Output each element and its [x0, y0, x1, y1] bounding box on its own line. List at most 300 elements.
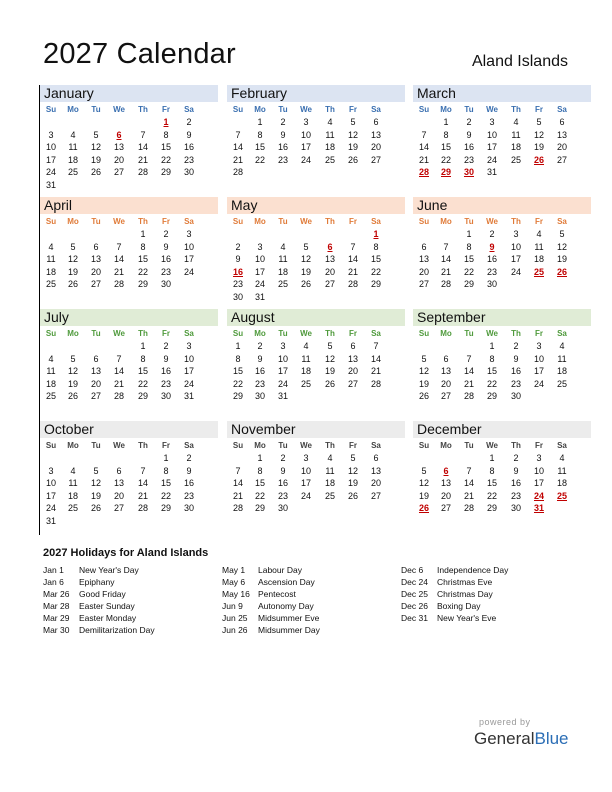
- day-cell: 9: [235, 254, 241, 264]
- day-cell: 29: [486, 391, 497, 401]
- day-cell: 11: [325, 465, 335, 476]
- day-cell: 18: [510, 142, 521, 152]
- day-cell: 21: [232, 490, 243, 501]
- day-cell: 14: [418, 142, 429, 152]
- weekday-label: Th: [325, 105, 335, 114]
- day-cell: 21: [370, 366, 381, 376]
- holiday-day-cell: 26: [556, 266, 567, 277]
- day-cell: 20: [90, 378, 101, 389]
- day-cell: 31: [183, 391, 194, 401]
- day-cell: 4: [48, 353, 54, 364]
- day-cell: 19: [90, 490, 101, 501]
- weekday-label: We: [300, 329, 312, 338]
- day-cell: 22: [440, 154, 451, 165]
- weekday-label: Tu: [464, 217, 474, 226]
- day-cell: 18: [45, 266, 56, 277]
- holiday-name: Easter Sunday: [79, 601, 135, 611]
- weekday-label: We: [113, 441, 125, 450]
- day-cell: 28: [463, 391, 474, 401]
- day-cell: 16: [463, 142, 474, 152]
- day-cell: 6: [421, 241, 427, 252]
- day-cell: 20: [347, 366, 358, 376]
- day-cell: 11: [534, 241, 544, 252]
- day-cell: 2: [513, 341, 519, 351]
- month-june: [413, 197, 591, 309]
- month-july: [40, 309, 218, 421]
- day-cell: 7: [421, 129, 427, 140]
- weekday-label: Mo: [440, 217, 452, 226]
- holiday-day-cell: 1: [163, 117, 169, 127]
- weekday-label: Tu: [278, 105, 288, 114]
- day-cell: 3: [489, 117, 495, 127]
- holiday-date: Dec 31: [401, 613, 428, 623]
- day-cell: 3: [536, 341, 542, 351]
- day-cell: 4: [280, 241, 286, 252]
- day-cell: 8: [235, 353, 241, 364]
- holiday-day-cell: 30: [463, 167, 474, 177]
- day-cell: 31: [486, 167, 497, 177]
- month-header: [227, 197, 405, 214]
- day-cell: 18: [67, 490, 78, 501]
- holiday-entry: [222, 564, 320, 576]
- day-cell: 15: [486, 366, 497, 376]
- day-cell: 27: [324, 279, 335, 289]
- weekday-label: Th: [325, 217, 335, 226]
- day-cell: 9: [257, 353, 263, 364]
- day-cell: 16: [510, 478, 521, 488]
- day-cell: 19: [67, 378, 78, 389]
- day-cell: 22: [486, 378, 497, 389]
- holiday-name: Epiphany: [79, 577, 115, 587]
- day-cell: 11: [46, 366, 56, 376]
- day-cell: 20: [113, 490, 124, 501]
- day-cell: 5: [421, 353, 427, 364]
- day-cell: 1: [257, 453, 263, 463]
- day-cell: 3: [536, 453, 542, 463]
- day-cell: 29: [137, 391, 148, 401]
- day-cell: 17: [183, 366, 194, 376]
- day-cell: 29: [463, 279, 474, 289]
- day-cell: 11: [557, 353, 567, 364]
- day-cell: 12: [556, 241, 567, 252]
- day-cell: 29: [486, 503, 497, 513]
- day-cell: 17: [533, 478, 544, 488]
- holiday-date: Jun 26: [222, 625, 248, 635]
- day-cell: 24: [277, 378, 288, 389]
- day-cell: 27: [347, 378, 358, 389]
- weekday-label: Su: [418, 217, 430, 226]
- day-cell: 21: [113, 378, 124, 389]
- day-cell: 15: [137, 254, 148, 264]
- day-cell: 5: [421, 465, 427, 476]
- day-cell: 25: [300, 378, 311, 389]
- day-cell: 16: [277, 142, 288, 152]
- month-name: August: [231, 309, 275, 325]
- day-cell: 24: [486, 154, 497, 165]
- day-cell: 21: [232, 154, 243, 165]
- day-cell: 14: [232, 142, 243, 152]
- day-cell: 1: [235, 341, 241, 351]
- month-name: December: [417, 421, 482, 437]
- weekday-label: We: [113, 329, 125, 338]
- weekday-label: Fr: [535, 441, 543, 450]
- holiday-name: Easter Monday: [79, 613, 137, 623]
- day-cell: 10: [183, 241, 194, 252]
- day-cell: 10: [254, 254, 265, 264]
- day-cell: 3: [280, 341, 286, 351]
- day-cell: 23: [160, 266, 171, 277]
- day-cell: 6: [116, 465, 122, 476]
- holiday-name: Christmas Day: [437, 589, 493, 599]
- weekday-label: Tu: [91, 217, 101, 226]
- weekday-label: Th: [511, 441, 521, 450]
- holiday-day-cell: 6: [443, 465, 449, 476]
- weekday-label: Su: [45, 217, 57, 226]
- day-cell: 24: [533, 378, 544, 389]
- day-cell: 14: [113, 254, 124, 264]
- generalblue-logo[interactable]: [474, 729, 569, 749]
- weekday-label: Mo: [67, 217, 79, 226]
- day-cell: 25: [67, 503, 78, 513]
- day-cell: 20: [370, 478, 381, 488]
- weekday-label: Su: [232, 105, 244, 114]
- holiday-date: May 1: [222, 565, 246, 575]
- day-cell: 2: [186, 117, 192, 127]
- weekday-label: Sa: [184, 441, 194, 450]
- day-cell: 8: [140, 353, 146, 364]
- weekday-label: We: [300, 105, 312, 114]
- holiday-day-cell: 26: [533, 154, 544, 165]
- weekday-label: We: [113, 105, 125, 114]
- holiday-day-cell: 16: [232, 266, 243, 277]
- day-cell: 26: [90, 167, 101, 177]
- day-cell: 10: [300, 129, 311, 140]
- weekday-label: Mo: [254, 441, 266, 450]
- day-cell: 6: [559, 117, 565, 127]
- day-cell: 9: [466, 129, 472, 140]
- day-cell: 13: [418, 254, 429, 264]
- day-cell: 3: [257, 241, 263, 252]
- day-cell: 15: [254, 142, 265, 152]
- day-cell: 22: [254, 154, 265, 165]
- month-august: [227, 309, 405, 421]
- weekday-label: Su: [45, 441, 57, 450]
- day-cell: 14: [440, 254, 451, 264]
- day-cell: 27: [370, 154, 381, 165]
- day-cell: 4: [327, 453, 333, 463]
- month-may: [227, 197, 405, 309]
- day-cell: 31: [254, 291, 265, 302]
- day-cell: 17: [45, 154, 56, 165]
- day-cell: 8: [489, 353, 495, 364]
- weekday-label: Su: [45, 105, 57, 114]
- day-cell: 4: [70, 129, 76, 140]
- month-header: [40, 421, 218, 438]
- holiday-entry: [222, 600, 320, 612]
- day-cell: 27: [418, 279, 429, 289]
- day-cell: 4: [536, 229, 542, 239]
- day-cell: 8: [466, 241, 472, 252]
- day-cell: 13: [440, 478, 451, 488]
- holiday-entry: [43, 576, 155, 588]
- day-cell: 3: [186, 229, 192, 239]
- holiday-day-cell: 29: [440, 167, 451, 177]
- day-cell: 8: [163, 465, 169, 476]
- weekday-label: Th: [138, 441, 148, 450]
- day-cell: 2: [186, 453, 192, 463]
- weekday-label: Fr: [349, 217, 357, 226]
- weekday-label: Sa: [371, 105, 381, 114]
- holiday-date: Jun 9: [222, 601, 243, 611]
- day-cell: 28: [113, 391, 124, 401]
- holiday-entry: [401, 612, 508, 624]
- day-cell: 3: [303, 117, 309, 127]
- day-cell: 2: [280, 453, 286, 463]
- day-cell: 4: [303, 341, 309, 351]
- day-cell: 12: [300, 254, 311, 264]
- day-cell: 15: [137, 366, 148, 376]
- day-cell: 11: [68, 478, 78, 488]
- holiday-day-cell: 1: [373, 229, 379, 239]
- month-name: July: [44, 309, 69, 325]
- day-cell: 2: [466, 117, 472, 127]
- day-cell: 11: [68, 142, 78, 152]
- day-cell: 10: [183, 353, 194, 364]
- day-cell: 15: [232, 366, 243, 376]
- day-cell: 14: [347, 254, 358, 264]
- day-cell: 7: [466, 465, 472, 476]
- day-cell: 7: [235, 129, 241, 140]
- day-cell: 22: [370, 266, 381, 277]
- day-cell: 17: [45, 490, 56, 501]
- day-cell: 22: [160, 154, 171, 165]
- holiday-name: New Year's Day: [79, 565, 139, 575]
- day-cell: 7: [443, 241, 449, 252]
- month-name: March: [417, 85, 456, 101]
- holiday-date: Jan 6: [43, 577, 64, 587]
- day-cell: 30: [183, 167, 194, 177]
- weekday-label: Th: [325, 441, 335, 450]
- day-cell: 24: [300, 154, 311, 165]
- day-cell: 13: [440, 366, 451, 376]
- month-header: [227, 309, 405, 326]
- day-cell: 25: [45, 391, 56, 401]
- holiday-entry: [43, 612, 155, 624]
- day-cell: 5: [350, 117, 356, 127]
- weekday-label: Tu: [91, 329, 101, 338]
- day-cell: 11: [46, 254, 56, 264]
- day-cell: 23: [510, 378, 521, 389]
- day-cell: 16: [277, 478, 288, 488]
- holiday-name: Christmas Eve: [437, 577, 493, 587]
- holiday-name: Demilitarization Day: [79, 625, 155, 635]
- day-cell: 28: [370, 378, 381, 389]
- day-cell: 14: [232, 478, 243, 488]
- day-cell: 16: [183, 478, 194, 488]
- day-cell: 18: [67, 154, 78, 165]
- day-cell: 3: [513, 229, 519, 239]
- weekday-label: Mo: [67, 105, 79, 114]
- month-header: [413, 309, 591, 326]
- day-cell: 15: [160, 478, 171, 488]
- day-cell: 10: [486, 129, 497, 140]
- month-header: [227, 85, 405, 102]
- weekday-label: Fr: [162, 105, 170, 114]
- day-cell: 13: [324, 254, 335, 264]
- day-cell: 13: [370, 465, 381, 476]
- day-cell: 5: [327, 341, 333, 351]
- day-cell: 19: [347, 478, 358, 488]
- day-cell: 7: [235, 465, 241, 476]
- day-cell: 12: [67, 254, 78, 264]
- month-name: January: [44, 85, 94, 101]
- day-cell: 13: [347, 353, 358, 364]
- holiday-entry: [222, 588, 320, 600]
- day-cell: 23: [183, 154, 194, 165]
- day-cell: 2: [257, 341, 263, 351]
- day-cell: 27: [90, 391, 101, 401]
- weekday-label: Th: [511, 329, 521, 338]
- day-cell: 12: [418, 478, 429, 488]
- weekday-label: Mo: [440, 441, 452, 450]
- weekday-label: Sa: [557, 441, 567, 450]
- day-cell: 2: [513, 453, 519, 463]
- holiday-name: New Year's Eve: [437, 613, 497, 623]
- day-cell: 5: [303, 241, 309, 252]
- weekday-label: Mo: [254, 105, 266, 114]
- day-cell: 30: [486, 279, 497, 289]
- weekday-label: Fr: [349, 441, 357, 450]
- month-name: September: [417, 309, 486, 325]
- day-cell: 9: [513, 353, 519, 364]
- weekday-label: Sa: [184, 329, 194, 338]
- day-cell: 28: [137, 167, 148, 177]
- day-cell: 24: [45, 167, 56, 177]
- weekday-label: Fr: [535, 105, 543, 114]
- weekday-label: Su: [232, 217, 244, 226]
- day-cell: 13: [113, 142, 124, 152]
- weekday-label: Tu: [91, 105, 101, 114]
- day-cell: 11: [557, 465, 567, 476]
- day-cell: 10: [45, 142, 56, 152]
- weekday-label: Sa: [371, 441, 381, 450]
- holiday-column-1: [43, 564, 155, 636]
- month-name: November: [231, 421, 296, 437]
- day-cell: 8: [373, 241, 379, 252]
- day-cell: 19: [90, 154, 101, 165]
- day-cell: 30: [510, 503, 521, 513]
- month-header: [40, 85, 218, 102]
- day-cell: 4: [327, 117, 333, 127]
- day-cell: 9: [186, 129, 192, 140]
- day-cell: 19: [418, 490, 429, 501]
- day-cell: 6: [373, 117, 379, 127]
- weekday-label: Fr: [162, 329, 170, 338]
- day-cell: 1: [443, 117, 449, 127]
- page-title: 2027 Calendar: [43, 38, 236, 70]
- day-cell: 17: [254, 266, 265, 277]
- weekday-label: Th: [511, 105, 521, 114]
- day-cell: 7: [466, 353, 472, 364]
- day-cell: 26: [67, 391, 78, 401]
- weekday-label: Th: [138, 329, 148, 338]
- month-header: [40, 309, 218, 326]
- day-cell: 21: [463, 378, 474, 389]
- day-cell: 20: [90, 266, 101, 277]
- weekday-label: We: [486, 217, 498, 226]
- weekday-label: Th: [138, 105, 148, 114]
- weekday-label: Su: [232, 329, 244, 338]
- day-cell: 12: [67, 366, 78, 376]
- day-cell: 20: [556, 142, 567, 152]
- day-cell: 15: [463, 254, 474, 264]
- holiday-name: Labour Day: [258, 565, 302, 575]
- day-cell: 20: [113, 154, 124, 165]
- day-cell: 1: [140, 229, 146, 239]
- day-cell: 9: [280, 129, 286, 140]
- weekday-label: Fr: [535, 217, 543, 226]
- holiday-entry: [43, 564, 155, 576]
- day-cell: 29: [137, 279, 148, 289]
- day-cell: 6: [93, 241, 99, 252]
- day-cell: 11: [511, 129, 521, 140]
- day-cell: 15: [440, 142, 451, 152]
- day-cell: 7: [116, 241, 122, 252]
- day-cell: 18: [277, 266, 288, 277]
- calendar-grid: [39, 85, 575, 535]
- day-cell: 31: [45, 515, 56, 526]
- day-cell: 12: [347, 465, 358, 476]
- holiday-date: Mar 30: [43, 625, 70, 635]
- day-cell: 8: [163, 129, 169, 140]
- month-header: [40, 197, 218, 214]
- day-cell: 4: [48, 241, 54, 252]
- weekday-label: Mo: [254, 329, 266, 338]
- day-cell: 30: [277, 503, 288, 513]
- day-cell: 21: [463, 490, 474, 501]
- day-cell: 15: [254, 478, 265, 488]
- day-cell: 5: [350, 453, 356, 463]
- day-cell: 8: [140, 241, 146, 252]
- weekday-label: Fr: [535, 329, 543, 338]
- weekday-label: We: [300, 217, 312, 226]
- day-cell: 27: [90, 279, 101, 289]
- holiday-day-cell: 6: [116, 129, 122, 140]
- weekday-label: Tu: [464, 441, 474, 450]
- day-cell: 9: [513, 465, 519, 476]
- day-cell: 20: [324, 266, 335, 277]
- day-cell: 4: [70, 465, 76, 476]
- day-cell: 21: [347, 266, 358, 277]
- day-cell: 29: [160, 503, 171, 513]
- holiday-column-2: [222, 564, 320, 636]
- holiday-day-cell: 28: [418, 167, 429, 177]
- day-cell: 29: [254, 503, 265, 513]
- day-cell: 17: [533, 366, 544, 376]
- day-cell: 22: [232, 378, 243, 389]
- day-cell: 20: [440, 490, 451, 501]
- day-cell: 17: [277, 366, 288, 376]
- day-cell: 24: [300, 490, 311, 501]
- day-cell: 3: [186, 341, 192, 351]
- day-cell: 24: [45, 503, 56, 513]
- day-cell: 12: [90, 142, 101, 152]
- holiday-day-cell: 31: [533, 503, 544, 513]
- holiday-day-cell: 24: [533, 490, 544, 501]
- day-cell: 9: [163, 353, 169, 364]
- day-cell: 2: [489, 229, 495, 239]
- month-march: [413, 85, 591, 197]
